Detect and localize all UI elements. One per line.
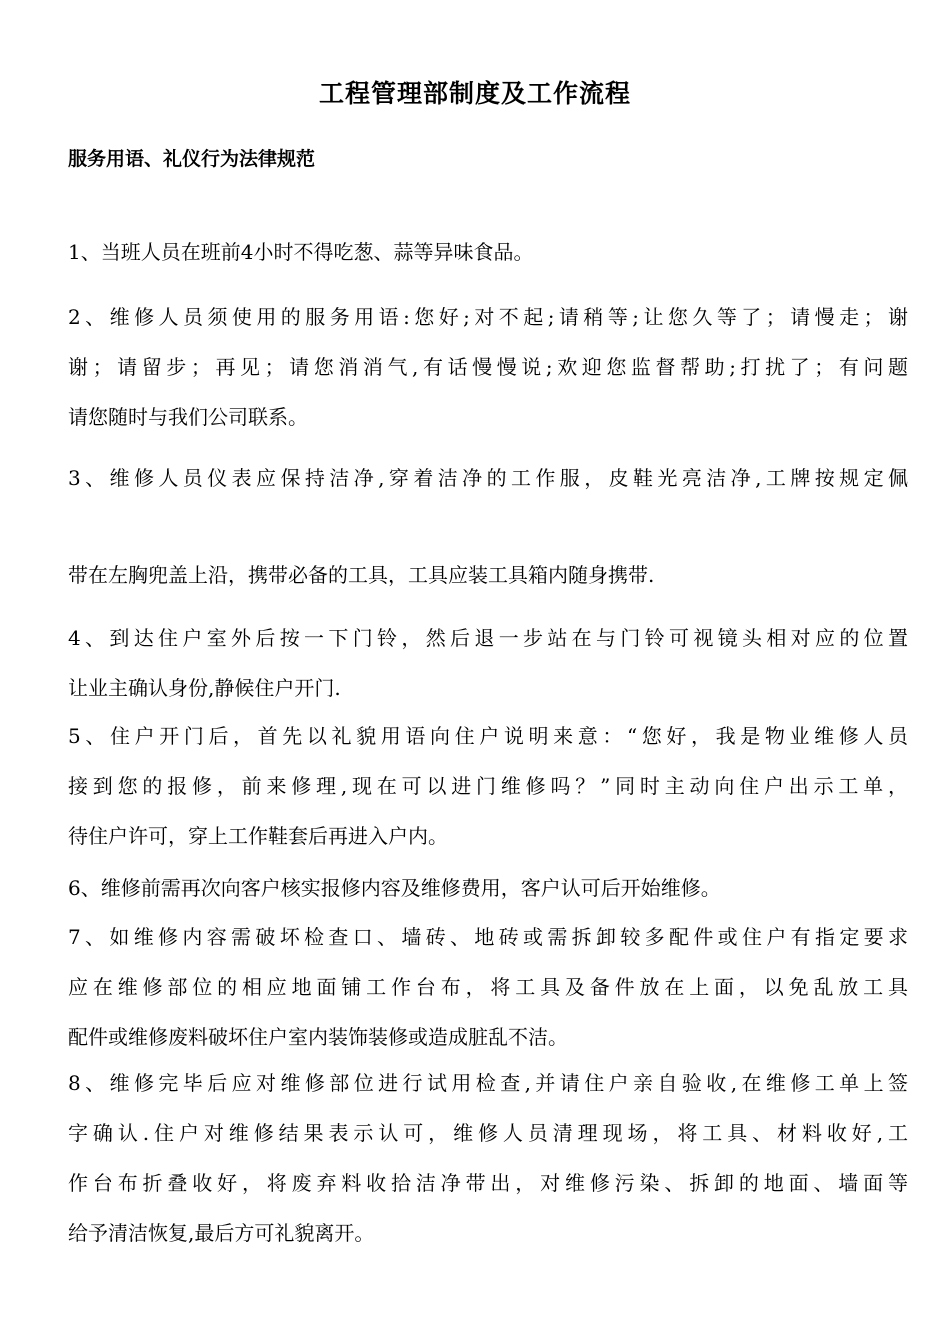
rule-item-8 bbox=[68, 1058, 908, 1258]
rule-item-5 bbox=[68, 711, 908, 861]
paragraph-line: 1、当班人员在班前4小时不得吃葱、蒜等异味食品。 bbox=[68, 240, 534, 264]
rule-item-6 bbox=[68, 863, 908, 913]
paragraph-line: 4、到达住户室外后按一下门铃，然后退一步站在与门铃可视镜头相对应的位置 bbox=[68, 626, 908, 650]
paragraph-line: 2、维修人员须使用的服务用语:您好;对不起;请稍等;让您久等了；请慢走；谢 bbox=[68, 305, 908, 329]
paragraph-line: 6、维修前需再次向客户核实报修内容及维修费用，客户认可后开始维修。 bbox=[68, 876, 721, 900]
rule-item-3 bbox=[68, 453, 908, 503]
paragraph-line: 8、维修完毕后应对维修部位进行试用检查,并请住户亲自验收,在维修工单上签 bbox=[68, 1071, 908, 1095]
paragraph-line: 接到您的报修，前来修理,现在可以进门维修吗？”同时主动向住户出示工单， bbox=[68, 774, 908, 798]
rule-item-2 bbox=[68, 292, 908, 442]
rule-item-7 bbox=[68, 912, 908, 1062]
paragraph-line: 3、维修人员仪表应保持洁净,穿着洁净的工作服，皮鞋光亮洁净,工牌按规定佩 bbox=[68, 466, 908, 490]
rule-item-1 bbox=[68, 227, 908, 277]
rule-item-4 bbox=[68, 613, 908, 713]
section-heading: 服务用语、礼仪行为法律规范 bbox=[68, 148, 316, 170]
document-title: 工程管理部制度及工作流程 bbox=[318, 79, 631, 108]
paragraph-line: 让业主确认身份,静候住户开门. bbox=[68, 676, 341, 700]
paragraph-line: 谢；请留步；再见；请您消消气,有话慢慢说;欢迎您监督帮助;打扰了；有问题 bbox=[68, 355, 908, 379]
paragraph-line: 待住户许可，穿上工作鞋套后再进入户内。 bbox=[68, 824, 448, 848]
rule-item-3-continued bbox=[68, 550, 908, 600]
paragraph-line: 作台布折叠收好，将废弃料收拾洁净带出，对维修污染、拆卸的地面、墙面等 bbox=[68, 1171, 908, 1195]
paragraph-line: 应在维修部位的相应地面铺工作台布，将工具及备件放在上面，以免乱放工具 bbox=[68, 975, 908, 999]
paragraph-line: 请您随时与我们公司联系。 bbox=[68, 405, 308, 429]
paragraph-line: 7、如维修内容需破坏检查口、墙砖、地砖或需拆卸较多配件或住户有指定要求 bbox=[68, 925, 908, 949]
paragraph-line: 字确认.住户对维修结果表示认可，维修人员清理现场，将工具、材料收好,工 bbox=[68, 1121, 908, 1145]
paragraph-line: 5、住户开门后，首先以礼貌用语向住户说明来意：“您好，我是物业维修人员 bbox=[68, 724, 908, 748]
paragraph-line: 带在左胸兜盖上沿，携带必备的工具，工具应装工具箱内随身携带. bbox=[68, 563, 655, 587]
paragraph-line: 给予清洁恢复,最后方可礼貌离开。 bbox=[68, 1221, 375, 1245]
paragraph-line: 配件或维修废料破坏住户室内装饰装修或造成脏乱不洁。 bbox=[68, 1025, 568, 1049]
